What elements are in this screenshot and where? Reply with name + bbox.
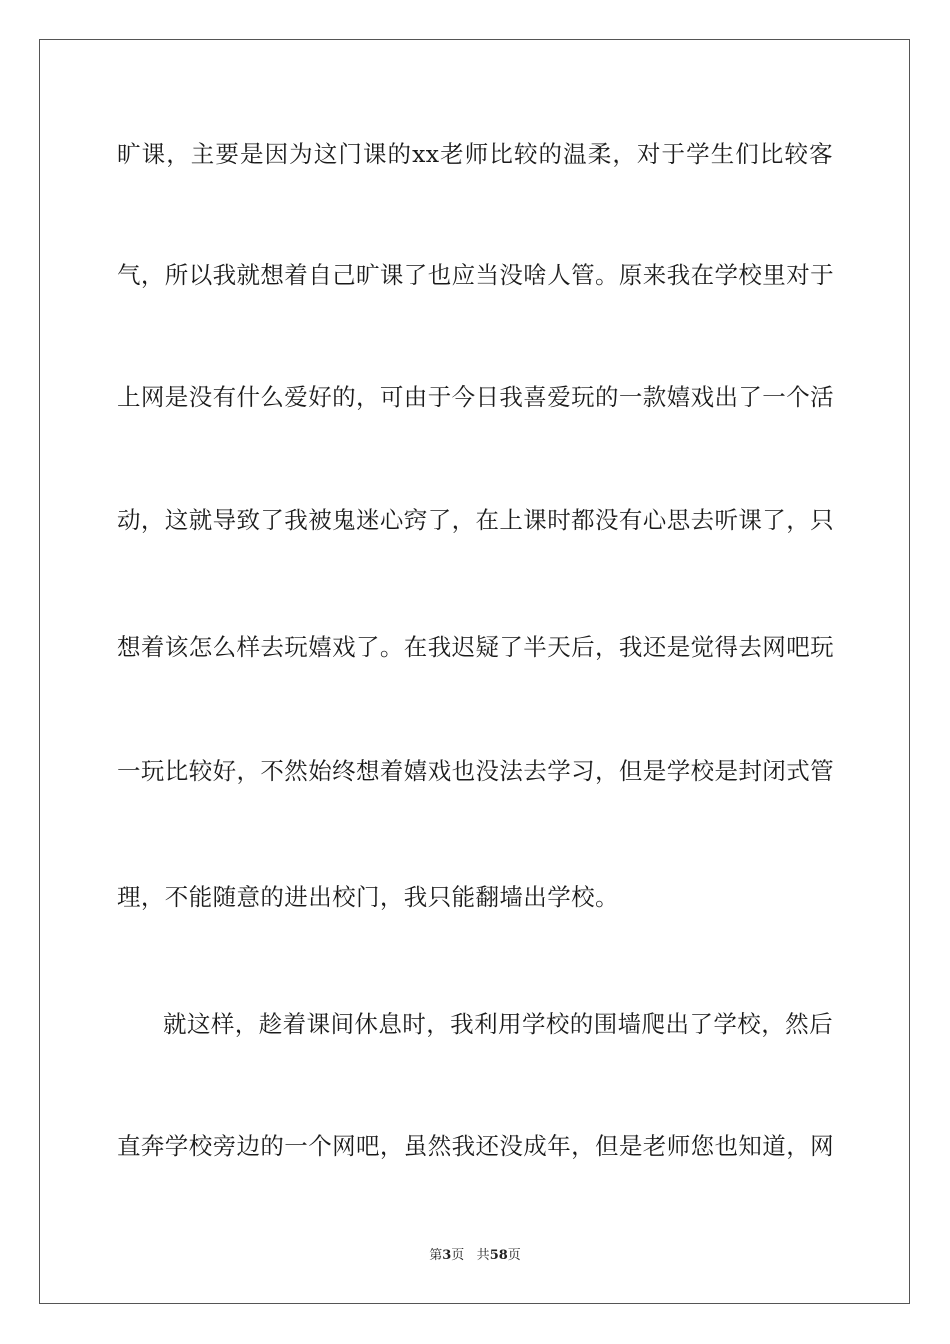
footer-total-prefix: 共 (476, 1248, 490, 1263)
body-text-line-5: 想着该怎么样去玩嬉戏了。在我迟疑了半天后，我还是觉得去网吧玩 (117, 633, 834, 661)
footer-prefix: 第 (429, 1248, 443, 1263)
body-text-line-9: 直奔学校旁边的一个网吧，虽然我还没成年，但是老师您也知道，网 (117, 1132, 834, 1160)
body-text-line-2: 气，所以我就想着自己旷课了也应当没啥人管。原来我在学校里对于 (117, 261, 834, 289)
total-pages-number: 58 (489, 1248, 508, 1263)
body-text-line-6: 一玩比较好，不然始终想着嬉戏也没法去学习，但是学校是封闭式管 (117, 757, 834, 785)
footer-total-suffix: 页 (507, 1248, 521, 1263)
footer-page-suffix: 页 (451, 1248, 465, 1263)
body-text-line-4: 动，这就导致了我被鬼迷心窍了，在上课时都没有心思去听课了，只 (117, 506, 834, 534)
body-text-line-7: 理，不能随意的进出校门，我只能翻墙出学校。 (117, 883, 619, 911)
body-text-line-1: 旷课，主要是因为这门课的xx老师比较的温柔，对于学生们比较客 (117, 140, 833, 168)
page-footer (0, 1247, 950, 1265)
page-border (39, 39, 910, 1304)
current-page-number: 3 (442, 1248, 452, 1263)
body-text-line-3: 上网是没有什么爱好的，可由于今日我喜爱玩的一款嬉戏出了一个活 (117, 383, 834, 411)
paragraph-start-line: 就这样，趁着课间休息时，我利用学校的围墙爬出了学校，然后 (163, 1010, 833, 1038)
